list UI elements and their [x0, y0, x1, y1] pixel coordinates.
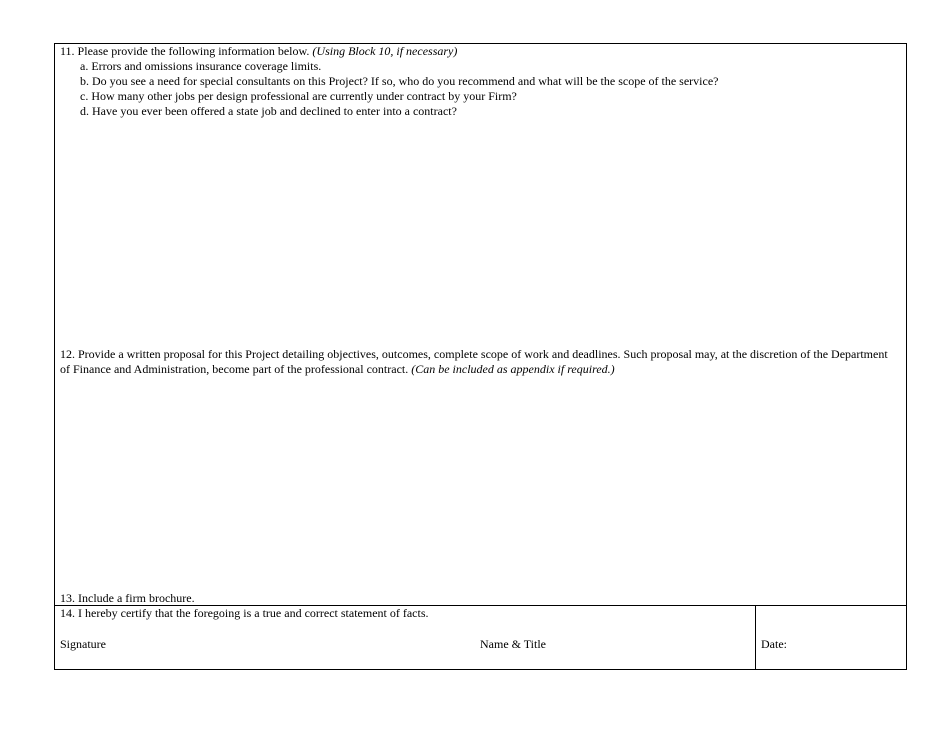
certification-row — [55, 605, 906, 670]
signature-label: Signature — [60, 637, 106, 651]
question-11-note: (Using Block 10, if necessary) — [312, 44, 458, 58]
question-11-prompt-line — [60, 44, 900, 59]
date-label: Date: — [761, 637, 787, 651]
name-title-label: Name & Title — [480, 637, 547, 651]
question-12-prompt: 12. Provide a written proposal for this Project detailing objectives, outcomes, complete scope of work and deadlines. Such proposal may, at the discretion of the Department of Finance and Administration, become part of the professional contract. — [60, 347, 888, 376]
certification-statement: 14. I hereby certify that the foregoing is a true and correct statement of facts. — [60, 606, 429, 620]
question-12-note: (Can be included as appendix if required.) — [411, 362, 615, 376]
question-11-item-d: d. Have you ever been offered a state job and declined to enter into a contract? — [80, 104, 457, 118]
form-section — [54, 43, 907, 670]
question-11-item-b: b. Do you see a need for special consultants on this Project? If so, who do you recommend and what will be the scope of the service? — [80, 74, 719, 88]
certification-left-cell — [55, 606, 756, 670]
question-11 — [60, 44, 900, 119]
question-11-prompt: 11. Please provide the following information below. — [60, 44, 313, 58]
question-13: 13. Include a firm brochure. — [60, 591, 195, 605]
question-11-item-a: a. Errors and omissions insurance coverage limits. — [80, 59, 322, 73]
question-12 — [60, 347, 900, 377]
question-11-item-c: c. How many other jobs per design professional are currently under contract by your Firm? — [80, 89, 517, 103]
